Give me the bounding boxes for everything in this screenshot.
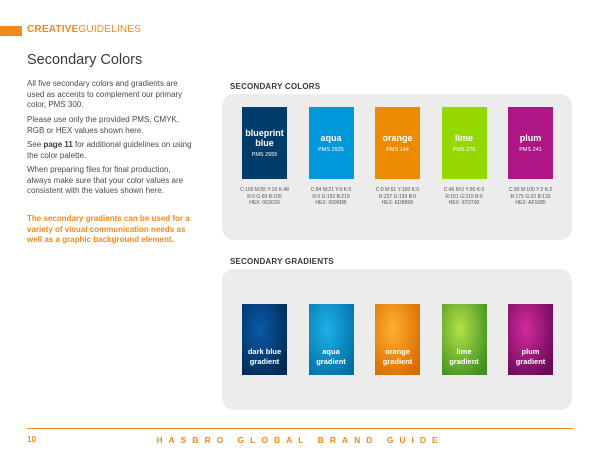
gradient-name-line2: gradient <box>249 356 280 366</box>
footer-title: HASBRO GLOBAL BRAND GUIDE <box>156 435 444 445</box>
swatch-pms: PMS 241 <box>519 147 542 153</box>
paragraph-intro: All five secondary colors and gradients are used as accents to complement our primary color, PMS 300. <box>27 79 183 110</box>
color-hex: HEX: 0098DB <box>315 200 347 207</box>
color-values-plum <box>499 187 563 207</box>
header-rest: GUIDELINES <box>78 24 141 35</box>
secondary-colors-panel <box>222 94 572 240</box>
swatch-pms: PMS 2955 <box>251 152 278 158</box>
see-text-rest: for additional guidelines on using the color palette. <box>27 140 192 160</box>
color-hex: HEX: 97D700 <box>448 200 480 207</box>
color-swatch-lime <box>442 107 487 179</box>
gradient-name <box>316 347 346 366</box>
color-cmyk: C:100 M:55 Y:10 K:48 <box>240 187 289 193</box>
color-rgb: R:151 G:215 B:0 <box>445 193 483 200</box>
color-hex: HEX: 003C69 <box>249 200 280 207</box>
paragraph-see-page <box>27 140 197 161</box>
gradient-swatch-dark-blue-gradient <box>242 304 287 375</box>
swatch-pms: PMS 375 <box>452 147 476 153</box>
gradient-name-line1: orange <box>384 347 410 356</box>
header-accent-bar <box>0 26 22 36</box>
swatch-pms: PMS 144 <box>386 147 409 153</box>
gradient-name-line2: gradient <box>316 356 346 366</box>
gradient-name <box>248 347 281 366</box>
gradient-swatch-aqua-gradient <box>309 304 354 375</box>
gradient-name-line2: gradient <box>382 356 413 366</box>
page-reference-link[interactable]: page 11 <box>43 140 73 149</box>
gradient-name-line1: dark blue <box>247 347 282 356</box>
secondary-gradients-label: SECONDARY GRADIENTS <box>230 257 334 266</box>
gradient-swatch-lime-gradient <box>442 304 487 375</box>
section-header <box>27 24 141 35</box>
see-text: See <box>27 140 44 149</box>
gradient-swatch-plum-gradient <box>508 304 553 375</box>
color-swatch-orange <box>375 107 420 179</box>
color-rgb: R:0 G:60 B:105 <box>247 193 282 200</box>
swatch-name: plum <box>519 133 542 143</box>
color-rgb: R:0 G:152 B:219 <box>312 193 350 200</box>
color-rgb: R:237 G:139 B:0 <box>378 193 417 200</box>
swatch-name: orange <box>382 133 413 143</box>
secondary-colors-label: SECONDARY COLORS <box>230 82 321 91</box>
color-cmyk: C:0 M:51 Y:100 K:0 <box>375 187 420 193</box>
secondary-gradients-panel <box>222 269 572 410</box>
color-hex: HEX: AF1685 <box>515 200 546 207</box>
color-swatch-plum <box>508 107 553 179</box>
paragraph-production: When preparing files for final production, always make sure that your color values are consistent with the values shown here. <box>27 165 184 196</box>
gradient-name-line1: aqua <box>322 347 340 356</box>
gradient-note: The secondary gradients can be used for a variety of visual communication needs as well as a graphic background element. <box>27 214 190 245</box>
gradient-name-line1: lime <box>456 347 472 356</box>
color-swatch-aqua <box>309 107 354 179</box>
footer-divider <box>27 428 573 429</box>
color-values-blueprint-blue <box>233 187 297 207</box>
gradient-name-line1: plum <box>521 347 540 356</box>
page-number: 10 <box>27 435 36 444</box>
color-swatch-blueprint-blue <box>242 107 287 179</box>
color-values-aqua <box>299 187 363 207</box>
page-title: Secondary Colors <box>27 52 143 68</box>
header-bold: CREATIVE <box>27 24 79 35</box>
color-cmyk: C:46 M:0 Y:90 K:0 <box>443 187 485 193</box>
color-cmyk: C:30 M:100 Y:2 K:2 <box>508 187 553 193</box>
paragraph-values: Please use only the provided PMS, CMYK, RGB or HEX values shown here. <box>27 115 180 135</box>
color-hex: HEX: ED8B00 <box>381 200 414 207</box>
swatch-name: blueprint blue <box>245 128 284 148</box>
gradient-name-line2: gradient <box>515 356 546 366</box>
gradient-name <box>449 347 479 366</box>
swatch-name: lime <box>454 133 473 143</box>
swatch-pms: PMS 2925 <box>318 147 344 153</box>
swatch-name: aqua <box>320 133 342 143</box>
color-values-orange <box>366 187 430 207</box>
gradient-name-line2: gradient <box>449 356 479 366</box>
color-cmyk: C:84 M:21 Y:0 K:0 <box>310 187 352 193</box>
color-values-lime <box>432 187 496 207</box>
gradient-name <box>383 347 413 366</box>
gradient-swatch-orange-gradient <box>375 304 420 375</box>
gradient-name <box>516 347 546 366</box>
color-rgb: R:175 G:22 B:133 <box>510 193 551 200</box>
